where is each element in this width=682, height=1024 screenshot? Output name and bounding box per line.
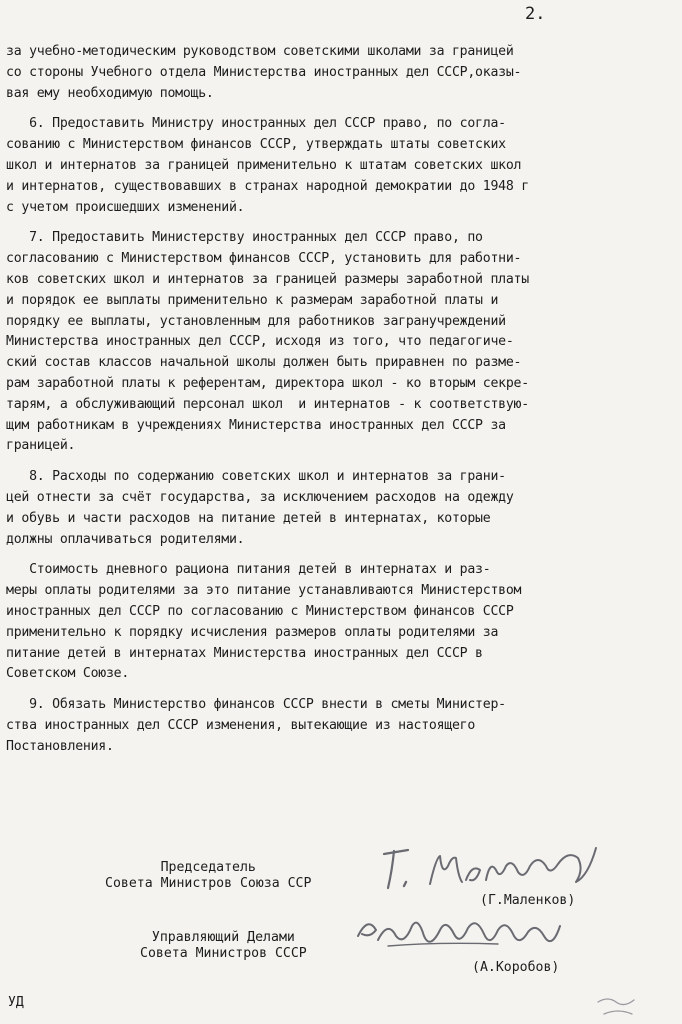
footer-mark: УД: [8, 995, 24, 1010]
text-line: ский состав классов начальной школы должен быть приравнен по разме-: [6, 355, 522, 371]
paragraph: [6, 467, 646, 550]
text-line: со стороны Учебного отдела Министерства иностранных дел СССР,оказы-: [6, 64, 522, 80]
text-line: школ и интернатов за границей применительно к штатам советских школ: [6, 157, 522, 173]
text-line: сованию с Министерством финансов СССР, утверждать штаты советских: [6, 137, 506, 153]
manager-title: Управляющий Делами Совета Министров СССР: [140, 930, 307, 961]
text-line: рам заработной платы к референтам, директора школ - ко вторым секре-: [6, 375, 529, 391]
text-line: и порядок ее выплаты применительно к размерам заработной платы и: [6, 292, 499, 308]
chairman-signature: [378, 836, 608, 900]
text-line: цей отнести за счёт государства, за исключением расходов на одежду: [6, 489, 514, 505]
page-number: 2.: [525, 4, 546, 24]
text-line: Министерства иностранных дел СССР, исходя из того, что педагогиче-: [6, 334, 514, 350]
text-line: порядку ее выплаты, установленным для работников загранучреждений: [6, 313, 506, 329]
text-line: Постановления.: [6, 738, 114, 754]
corner-pencil-mark: [594, 990, 654, 1024]
manager-signature: [348, 906, 578, 966]
text-line: границей.: [6, 438, 76, 454]
text-line: меры оплаты родителями за это питание устанавливаются Министерством: [6, 583, 522, 599]
text-line: иностранных дел СССР по согласованию с Министерством финансов СССР: [6, 603, 514, 619]
text-line: Стоимость дневного рациона питания детей в интернатах и раз-: [6, 562, 491, 578]
text-line: 9. Обязать Министерство финансов СССР внести в сметы Министер-: [6, 697, 506, 713]
text-line: питание детей в интернатах Министерства иностранных дел СССР в: [6, 645, 483, 661]
paragraph: [6, 695, 646, 757]
text-line: тарям, а обслуживающий персонал школ и интернатов - к соответствую-: [6, 396, 529, 412]
text-line: вая ему необходимую помощь.: [6, 85, 214, 101]
chairman-title: Председатель Совета Министров Союза ССР: [105, 860, 312, 891]
text-line: и обувь и части расходов на питание детей в интернатах, которые: [6, 510, 491, 526]
manager-name: (А.Коробов): [472, 960, 560, 975]
text-line: ков советских школ и интернатов за границей размеры заработной платы: [6, 271, 529, 287]
text-line: согласованию с Министерством финансов СССР, установить для работни-: [6, 251, 522, 267]
text-line: с учетом происшедших изменений.: [6, 199, 245, 215]
text-line: Советском Союзе.: [6, 666, 130, 682]
text-line: за учебно-методическим руководством советскими школами за границей: [6, 44, 514, 59]
text-line: 6. Предоставить Министру иностранных дел СССР право, по согла-: [6, 116, 506, 132]
paragraph: [6, 42, 646, 104]
paragraph: [6, 114, 646, 218]
document-body: [6, 42, 646, 768]
text-line: 7. Предоставить Министерству иностранных дел СССР право, по: [6, 230, 483, 246]
text-line: 8. Расходы по содержанию советских школ и интернатов за грани-: [6, 469, 506, 485]
text-line: ства иностранных дел СССР изменения, вытекающие из настоящего: [6, 717, 476, 733]
text-line: и интернатов, существовавших в странах народной демократии до 1948 г: [6, 178, 529, 194]
chairman-name: (Г.Маленков): [480, 893, 576, 908]
paragraph: [6, 228, 646, 457]
text-line: применительно к порядку исчисления размеров оплаты родителями за: [6, 624, 499, 640]
text-line: щим работникам в учреждениях Министерства иностранных дел СССР за: [6, 417, 506, 433]
text-line: должны оплачиваться родителями.: [6, 531, 245, 547]
paragraph: [6, 560, 646, 685]
